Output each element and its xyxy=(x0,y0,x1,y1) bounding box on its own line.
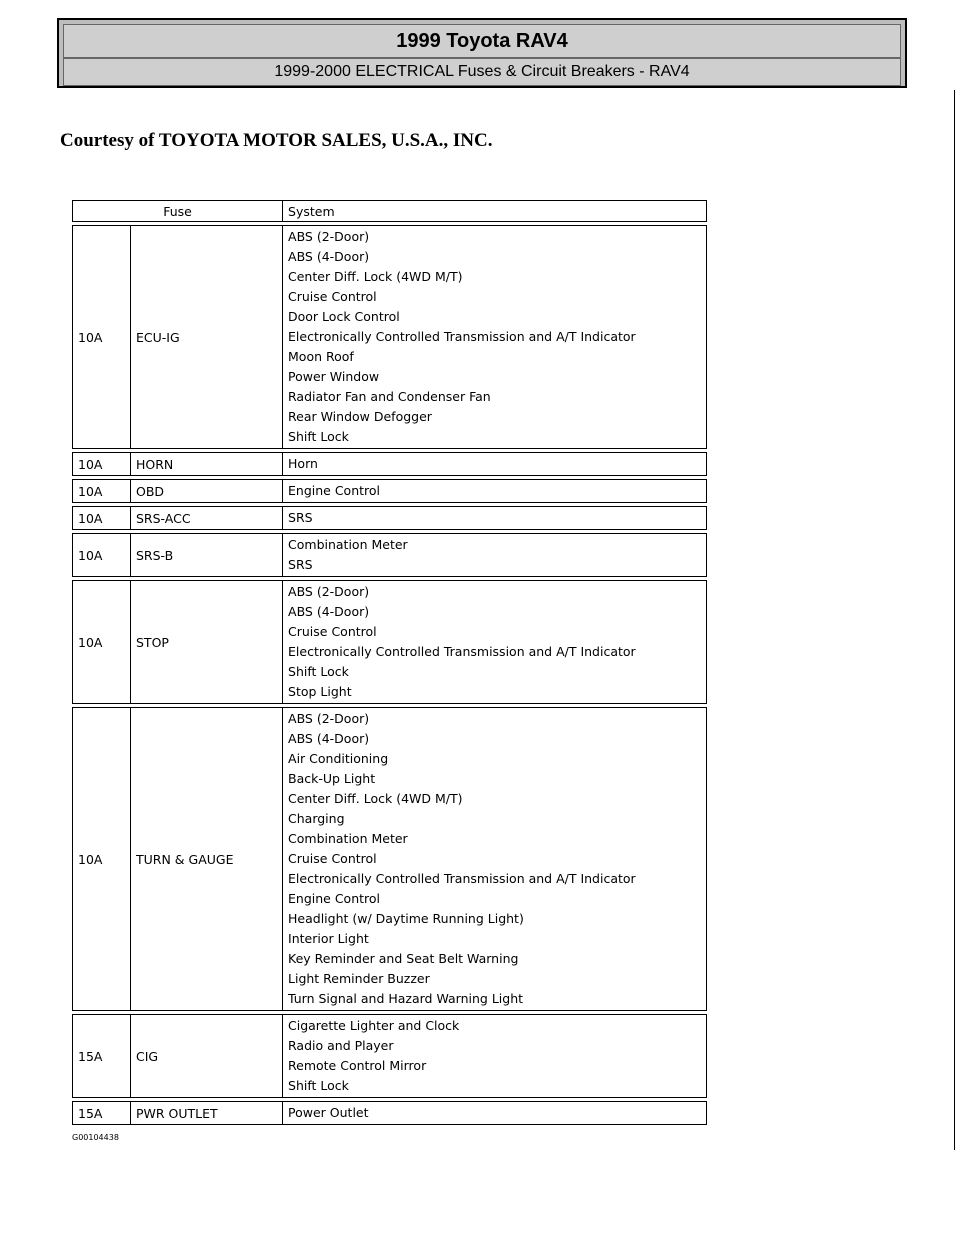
system-item: Engine Control xyxy=(288,483,381,498)
fuse-name: OBD xyxy=(131,480,283,503)
system-list xyxy=(283,453,707,476)
system-item: Stop Light xyxy=(288,684,352,699)
header-subtitle: 1999-2000 ELECTRICAL Fuses & Circuit Breakers - RAV4 xyxy=(63,58,901,86)
fuse-amperage: 10A xyxy=(73,453,131,476)
system-item: Remote Control Mirror xyxy=(288,1058,427,1073)
table-row xyxy=(73,1015,707,1098)
fuse-name: SRS-B xyxy=(131,534,283,577)
fuse-amperage: 10A xyxy=(73,507,131,530)
fuse-table xyxy=(72,200,707,1125)
system-item: Engine Control xyxy=(288,891,381,906)
system-item: Turn Signal and Hazard Warning Light xyxy=(288,991,524,1006)
fuse-amperage: 15A xyxy=(73,1102,131,1125)
system-item: Cruise Control xyxy=(288,851,377,866)
fuse-amperage: 15A xyxy=(73,1015,131,1098)
system-item: Headlight (w/ Daytime Running Light) xyxy=(288,911,524,926)
system-item: ABS (4-Door) xyxy=(288,731,370,746)
system-item: Cigarette Lighter and Clock xyxy=(288,1018,460,1033)
system-item: Shift Lock xyxy=(288,1078,349,1093)
system-list xyxy=(283,226,707,449)
system-list xyxy=(283,480,707,503)
fuse-name: PWR OUTLET xyxy=(131,1102,283,1125)
fuse-name: HORN xyxy=(131,453,283,476)
system-list xyxy=(283,1015,707,1098)
system-item: Power Outlet xyxy=(288,1105,369,1120)
document-header xyxy=(57,18,907,88)
fuse-name: TURN & GAUGE xyxy=(131,708,283,1011)
page-edge-divider xyxy=(954,90,955,1150)
table-row xyxy=(73,708,707,1011)
fuse-amperage: 10A xyxy=(73,708,131,1011)
fuse-amperage: 10A xyxy=(73,534,131,577)
fuse-amperage: 10A xyxy=(73,581,131,704)
system-item: Power Window xyxy=(288,369,380,384)
system-item: Center Diff. Lock (4WD M/T) xyxy=(288,269,463,284)
system-item: Rear Window Defogger xyxy=(288,409,432,424)
system-list xyxy=(283,1102,707,1125)
header-title: 1999 Toyota RAV4 xyxy=(63,24,901,58)
table-header-row xyxy=(73,201,707,222)
system-item: Charging xyxy=(288,811,345,826)
system-item: Shift Lock xyxy=(288,429,349,444)
fuse-amperage: 10A xyxy=(73,226,131,449)
system-item: ABS (2-Door) xyxy=(288,584,370,599)
fuse-name: STOP xyxy=(131,581,283,704)
system-list xyxy=(283,507,707,530)
table-row xyxy=(73,534,707,577)
system-item: Interior Light xyxy=(288,931,369,946)
system-item: Key Reminder and Seat Belt Warning xyxy=(288,951,519,966)
table-row xyxy=(73,453,707,476)
system-item: Radio and Player xyxy=(288,1038,394,1053)
system-item: Cruise Control xyxy=(288,624,377,639)
table-row xyxy=(73,581,707,704)
system-list xyxy=(283,581,707,704)
system-item: Moon Roof xyxy=(288,349,354,364)
column-header-system: System xyxy=(283,201,707,222)
system-item: ABS (4-Door) xyxy=(288,604,370,619)
system-item: Combination Meter xyxy=(288,831,408,846)
system-item: Shift Lock xyxy=(288,664,349,679)
fuse-amperage: 10A xyxy=(73,480,131,503)
table-row xyxy=(73,480,707,503)
system-list xyxy=(283,708,707,1011)
system-item: Light Reminder Buzzer xyxy=(288,971,430,986)
system-item: ABS (4-Door) xyxy=(288,249,370,264)
courtesy-line: Courtesy of TOYOTA MOTOR SALES, U.S.A., INC. xyxy=(60,130,493,151)
fuse-name: CIG xyxy=(131,1015,283,1098)
table-row xyxy=(73,226,707,449)
column-header-fuse: Fuse xyxy=(73,201,283,222)
fuse-name: ECU-IG xyxy=(131,226,283,449)
system-item: Horn xyxy=(288,456,318,471)
system-list xyxy=(283,534,707,577)
fuse-name: SRS-ACC xyxy=(131,507,283,530)
system-item: Electronically Controlled Transmission and A/T Indicator xyxy=(288,871,636,886)
system-item: Electronically Controlled Transmission and A/T Indicator xyxy=(288,644,636,659)
table-row xyxy=(73,1102,707,1125)
system-item: ABS (2-Door) xyxy=(288,229,370,244)
system-item: Air Conditioning xyxy=(288,751,389,766)
system-item: Cruise Control xyxy=(288,289,377,304)
system-item: Door Lock Control xyxy=(288,309,400,324)
figure-id: G00104438 xyxy=(72,1133,119,1142)
system-item: ABS (2-Door) xyxy=(288,711,370,726)
system-item: Center Diff. Lock (4WD M/T) xyxy=(288,791,463,806)
system-item: Radiator Fan and Condenser Fan xyxy=(288,389,491,404)
system-item: Back-Up Light xyxy=(288,771,376,786)
system-item: Electronically Controlled Transmission and A/T Indicator xyxy=(288,329,636,344)
system-item: SRS xyxy=(288,510,313,525)
table-row xyxy=(73,507,707,530)
fuse-table-body xyxy=(73,222,707,1125)
system-item: Combination Meter xyxy=(288,537,408,552)
system-item: SRS xyxy=(288,557,313,572)
